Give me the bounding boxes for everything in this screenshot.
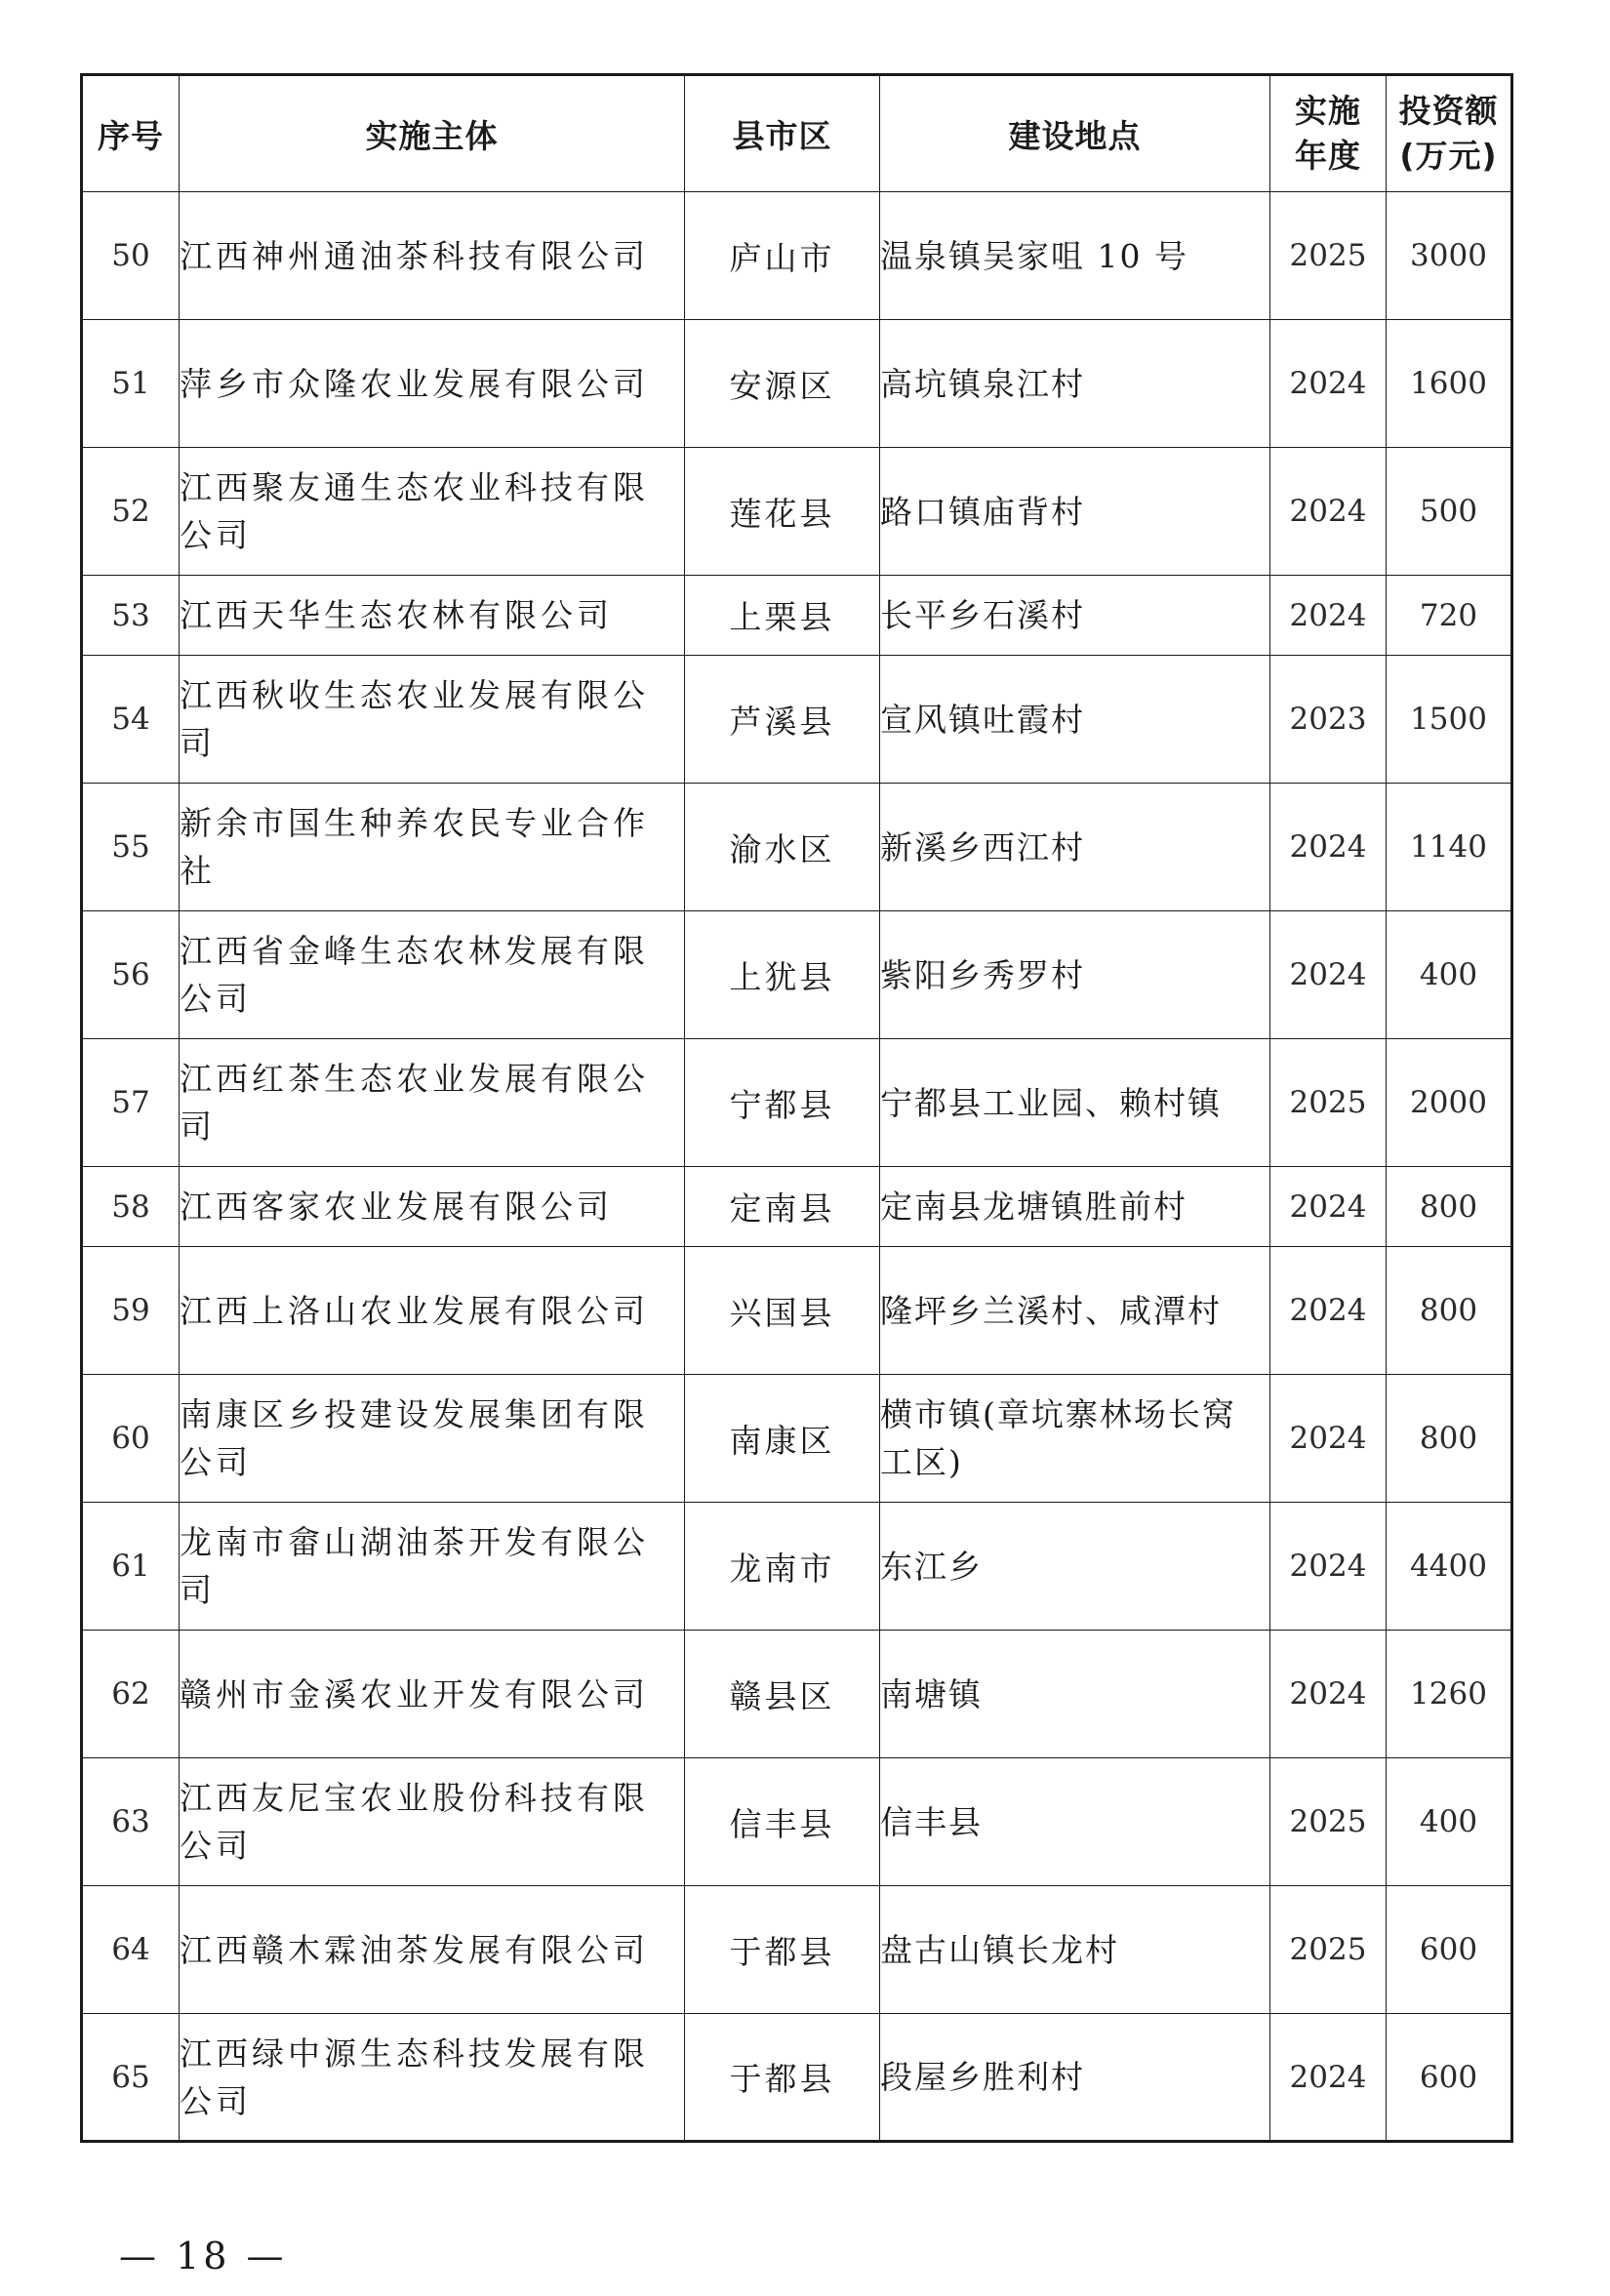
entity-name: 龙南市畲山湖油茶开发有限公司: [180, 1503, 685, 1631]
table-row: [82, 784, 1512, 911]
investment-amount: 600: [1387, 2014, 1512, 2142]
table-row: [82, 911, 1512, 1039]
table-row: [82, 1503, 1512, 1631]
header-year-line-1: 实施: [1295, 92, 1361, 130]
implementation-year: 2024: [1270, 911, 1387, 1039]
header-no: 序号: [82, 75, 180, 192]
table-row: [82, 1167, 1512, 1247]
location-name: 东江乡: [880, 1503, 1270, 1631]
table-row: [82, 2014, 1512, 2142]
implementation-year: 2024: [1270, 2014, 1387, 2142]
row-number: 60: [82, 1375, 180, 1503]
investment-amount: 1500: [1387, 656, 1512, 784]
entity-name: 江西绿中源生态科技发展有限公司: [180, 2014, 685, 2142]
county-name: 兴国县: [685, 1247, 880, 1375]
header-year-line-2: 年度: [1295, 137, 1361, 175]
investment-amount: 800: [1387, 1247, 1512, 1375]
page-number: — 18 —: [119, 2235, 288, 2277]
investment-amount: 500: [1387, 448, 1512, 576]
entity-name: 江西赣木霖油茶发展有限公司: [180, 1886, 685, 2014]
table-row: [82, 1631, 1512, 1758]
implementation-year: 2024: [1270, 1503, 1387, 1631]
row-number: 57: [82, 1039, 180, 1167]
entity-name: 江西神州通油茶科技有限公司: [180, 192, 685, 320]
header-location: 建设地点: [880, 75, 1270, 192]
row-number: 58: [82, 1167, 180, 1247]
implementation-year: 2024: [1270, 1631, 1387, 1758]
row-number: 63: [82, 1758, 180, 1886]
location-name: 定南县龙塘镇胜前村: [880, 1167, 1270, 1247]
investment-amount: 4400: [1387, 1503, 1512, 1631]
implementation-year: 2024: [1270, 320, 1387, 448]
location-name: 宣风镇吐霞村: [880, 656, 1270, 784]
implementation-year: 2024: [1270, 1375, 1387, 1503]
county-name: 莲花县: [685, 448, 880, 576]
investment-amount: 3000: [1387, 192, 1512, 320]
implementation-year: 2025: [1270, 1886, 1387, 2014]
table-row: [82, 576, 1512, 656]
county-name: 庐山市: [685, 192, 880, 320]
table-body: [82, 192, 1512, 2142]
location-name: 长平乡石溪村: [880, 576, 1270, 656]
implementation-year: 2024: [1270, 1247, 1387, 1375]
implementation-year: 2024: [1270, 576, 1387, 656]
investment-amount: 400: [1387, 911, 1512, 1039]
location-name: 隆坪乡兰溪村、咸潭村: [880, 1247, 1270, 1375]
county-name: 宁都县: [685, 1039, 880, 1167]
location-name: 盘古山镇长龙村: [880, 1886, 1270, 2014]
entity-name: 赣州市金溪农业开发有限公司: [180, 1631, 685, 1758]
row-number: 51: [82, 320, 180, 448]
header-year: [1270, 75, 1387, 192]
county-name: 渝水区: [685, 784, 880, 911]
entity-name: 江西省金峰生态农林发展有限公司: [180, 911, 685, 1039]
county-name: 信丰县: [685, 1758, 880, 1886]
row-number: 61: [82, 1503, 180, 1631]
county-name: 赣县区: [685, 1631, 880, 1758]
row-number: 54: [82, 656, 180, 784]
entity-name: 江西秋收生态农业发展有限公司: [180, 656, 685, 784]
header-investment-line-2: (万元): [1399, 137, 1498, 175]
entity-name: 江西上洛山农业发展有限公司: [180, 1247, 685, 1375]
entity-name: 萍乡市众隆农业发展有限公司: [180, 320, 685, 448]
table-header-row: [82, 75, 1512, 192]
header-investment: [1387, 75, 1512, 192]
row-number: 59: [82, 1247, 180, 1375]
location-name: 宁都县工业园、赖村镇: [880, 1039, 1270, 1167]
investment-amount: 800: [1387, 1375, 1512, 1503]
entity-name: 江西客家农业发展有限公司: [180, 1167, 685, 1247]
county-name: 上栗县: [685, 576, 880, 656]
row-number: 50: [82, 192, 180, 320]
location-name: 信丰县: [880, 1758, 1270, 1886]
implementation-year: 2024: [1270, 784, 1387, 911]
county-name: 于都县: [685, 1886, 880, 2014]
table-row: [82, 656, 1512, 784]
table-row: [82, 192, 1512, 320]
row-number: 65: [82, 2014, 180, 2142]
investment-amount: 720: [1387, 576, 1512, 656]
implementation-year: 2023: [1270, 656, 1387, 784]
row-number: 53: [82, 576, 180, 656]
project-table: [80, 73, 1513, 2143]
investment-amount: 400: [1387, 1758, 1512, 1886]
entity-name: 江西友尼宝农业股份科技有限公司: [180, 1758, 685, 1886]
investment-amount: 1140: [1387, 784, 1512, 911]
table-row: [82, 1758, 1512, 1886]
location-name: 温泉镇吴家咀 10 号: [880, 192, 1270, 320]
location-name: 横市镇(章坑寨林场长窝工区): [880, 1375, 1270, 1503]
implementation-year: 2025: [1270, 192, 1387, 320]
table-row: [82, 448, 1512, 576]
header-entity: 实施主体: [180, 75, 685, 192]
table-row: [82, 1886, 1512, 2014]
table-row: [82, 1039, 1512, 1167]
county-name: 安源区: [685, 320, 880, 448]
location-name: 高坑镇泉江村: [880, 320, 1270, 448]
row-number: 55: [82, 784, 180, 911]
investment-amount: 1260: [1387, 1631, 1512, 1758]
county-name: 上犹县: [685, 911, 880, 1039]
entity-name: 江西红茶生态农业发展有限公司: [180, 1039, 685, 1167]
county-name: 龙南市: [685, 1503, 880, 1631]
header-county: 县市区: [685, 75, 880, 192]
county-name: 定南县: [685, 1167, 880, 1247]
investment-amount: 2000: [1387, 1039, 1512, 1167]
location-name: 段屋乡胜利村: [880, 2014, 1270, 2142]
location-name: 新溪乡西江村: [880, 784, 1270, 911]
header-investment-line-1: 投资额: [1398, 92, 1499, 130]
implementation-year: 2025: [1270, 1039, 1387, 1167]
investment-amount: 1600: [1387, 320, 1512, 448]
entity-name: 新余市国生种养农民专业合作社: [180, 784, 685, 911]
location-name: 路口镇庙背村: [880, 448, 1270, 576]
investment-amount: 800: [1387, 1167, 1512, 1247]
county-name: 南康区: [685, 1375, 880, 1503]
entity-name: 江西天华生态农林有限公司: [180, 576, 685, 656]
row-number: 64: [82, 1886, 180, 2014]
entity-name: 江西聚友通生态农业科技有限公司: [180, 448, 685, 576]
table-row: [82, 1375, 1512, 1503]
implementation-year: 2024: [1270, 448, 1387, 576]
row-number: 62: [82, 1631, 180, 1758]
row-number: 52: [82, 448, 180, 576]
implementation-year: 2025: [1270, 1758, 1387, 1886]
table-row: [82, 1247, 1512, 1375]
investment-amount: 600: [1387, 1886, 1512, 2014]
county-name: 于都县: [685, 2014, 880, 2142]
entity-name: 南康区乡投建设发展集团有限公司: [180, 1375, 685, 1503]
location-name: 紫阳乡秀罗村: [880, 911, 1270, 1039]
county-name: 芦溪县: [685, 656, 880, 784]
table-row: [82, 320, 1512, 448]
row-number: 56: [82, 911, 180, 1039]
implementation-year: 2024: [1270, 1167, 1387, 1247]
location-name: 南塘镇: [880, 1631, 1270, 1758]
